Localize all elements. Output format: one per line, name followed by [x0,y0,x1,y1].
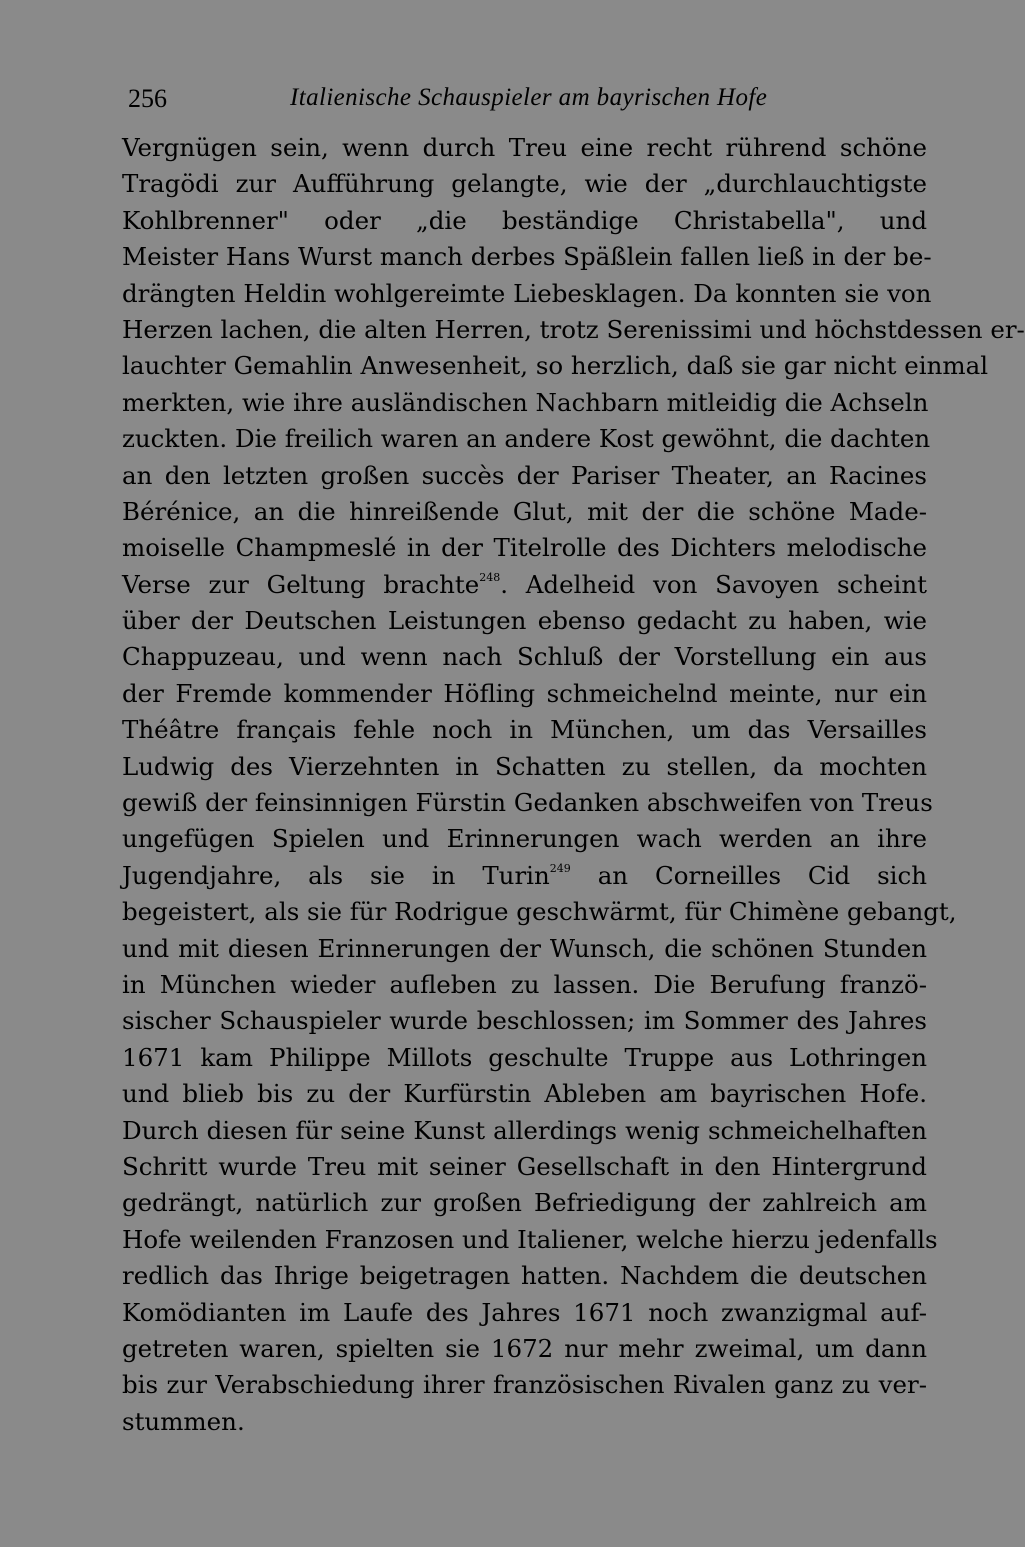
line-text: Verse zur Geltung brachte [122,569,480,599]
running-head [122,78,927,124]
text-line: ungefügen Spielen und Erinnerungen wach werden an ihre [122,824,927,854]
text-line: lauchter Gemahlin Anwesenheit, so herzlich, daß sie gar nicht einmal [122,351,989,381]
body-text [122,130,1025,1440]
book-page [122,78,1025,1440]
text-line: Vergnügen sein, wenn durch Treu eine recht rührend schöne [122,133,927,162]
text-line: bis zur Verabschiedung ihrer französischen Rivalen ganz zu ver- [122,1370,927,1400]
text-line: 1671 kam Philippe Millots geschulte Truppe aus Lothringen [122,1042,927,1072]
text-line: Herzen lachen, die alten Herren, trotz Serenissimi und höchstdessen er- [122,314,1025,344]
text-line: zuckten. Die freilich waren an andere Kost gewöhnt, die dachten [122,424,931,454]
text-line: gedrängt, natürlich zur großen Befriedigung der zahlreich am [122,1188,927,1218]
text-line: an den letzten großen succès der Pariser Theater, an Racines [122,460,927,490]
text-line: Meister Hans Wurst manch derbes Späßlein fallen ließ in der be- [122,242,932,272]
text-line: moiselle Champmeslé in der Titelrolle des Dichters melodische [122,533,927,563]
text-line-with-footnote [122,858,927,894]
text-line: stummen. [122,1406,245,1436]
text-line: Ludwig des Vierzehnten in Schatten zu stellen, da mochten [122,751,927,781]
text-line: Hofe weilenden Franzosen und Italiener, welche hierzu jedenfalls [122,1224,938,1254]
text-line: gewiß der feinsinnigen Fürstin Gedanken abschweifen von Treus [122,788,933,818]
text-line: Chappuzeau, und wenn nach Schluß der Vorstellung ein aus [122,642,927,672]
text-line: Durch diesen für seine Kunst allerdings wenig schmeichelhaften [122,1115,927,1145]
text-line: redlich das Ihrige beigetragen hatten. Nachdem die deutschen [122,1261,927,1291]
text-line: Kohlbrenner" oder „die beständige Christabella", und [122,205,927,235]
text-line: und mit diesen Erinnerungen der Wunsch, die schönen Stunden [122,933,927,963]
line-text: an Corneilles Cid sich [570,860,927,890]
text-line: Tragödi zur Aufführung gelangte, wie der „durchlauchtigste [122,169,927,199]
page-number: 256 [128,84,167,113]
text-line: drängten Heldin wohlgereimte Liebesklagen. Da konnten sie von [122,278,932,308]
text-line: begeistert, als sie für Rodrigue geschwärmt, für Chimène gebangt, [122,897,957,927]
text-line: Théâtre français fehle noch in München, um das Versailles [122,715,927,745]
footnote-ref-248[interactable]: 248 [479,570,501,584]
line-text: Jugendjahre, als sie in Turin [122,860,550,890]
text-line-with-footnote [122,567,927,603]
line-text: . Adelheid von Savoyen scheint [500,569,927,599]
text-line: und blieb bis zu der Kurfürstin Ableben am bayrischen Hofe. [122,1079,927,1109]
text-line: Komödianten im Laufe des Jahres 1671 noch zwanzigmal auf- [122,1297,927,1327]
text-line: Bérénice, an die hinreißende Glut, mit der die schöne Made- [122,496,927,526]
text-line: Schritt wurde Treu mit seiner Gesellschaft in den Hintergrund [122,1151,927,1181]
text-line: in München wieder aufleben zu lassen. Die Berufung franzö- [122,969,927,999]
running-title: Italienische Schauspieler am bayrischen Hofe [290,84,768,111]
text-line: merkten, wie ihre ausländischen Nachbarn mitleidig die Achseln [122,387,929,417]
footnote-ref-249[interactable]: 249 [549,861,571,875]
text-line: über der Deutschen Leistungen ebenso gedacht zu haben, wie [122,606,927,636]
text-line: sischer Schauspieler wurde beschlossen; im Sommer des Jahres [122,1006,927,1036]
text-line: getreten waren, spielten sie 1672 nur mehr zweimal, um dann [122,1333,927,1363]
text-line: der Fremde kommender Höfling schmeichelnd meinte, nur ein [122,678,927,708]
